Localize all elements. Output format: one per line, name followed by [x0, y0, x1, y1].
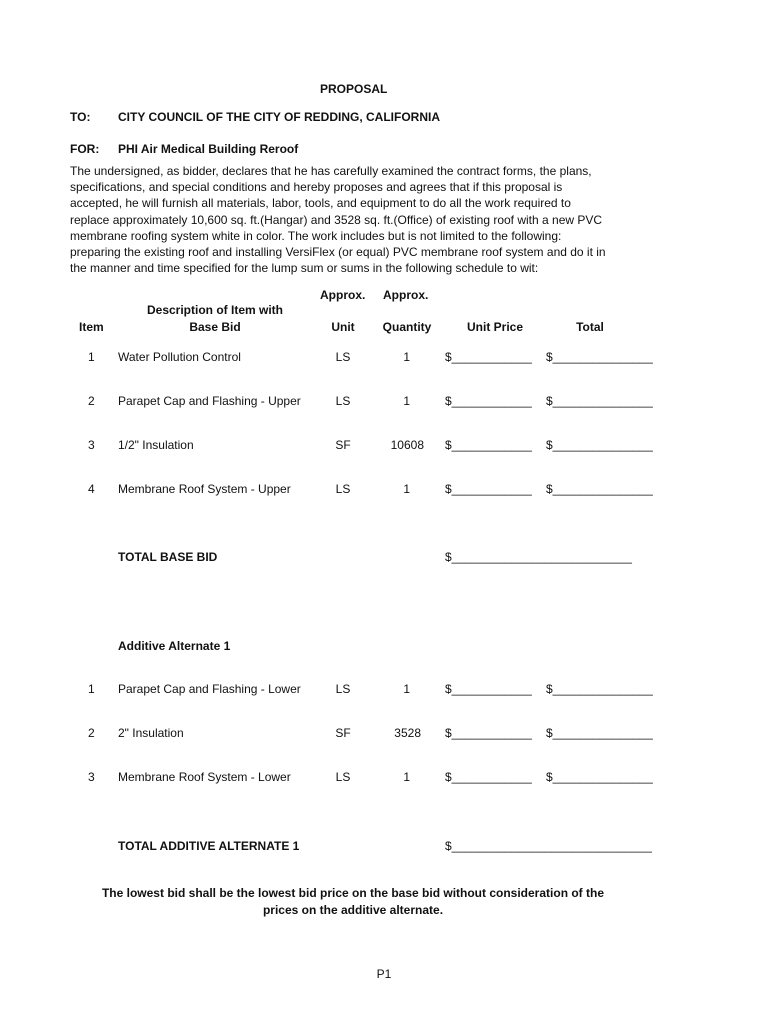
- intro-line: the manner and time specified for the lump sum or sums in the following schedule to wit:: [70, 261, 539, 276]
- total-additive-alternate-blank[interactable]: $______________________________: [445, 839, 652, 853]
- intro-line: preparing the existing roof and installing VersiFlex (or equal) PVC membrane roof system and do it in: [70, 245, 606, 260]
- row-quantity: 1: [403, 350, 410, 364]
- row-unit: LS: [335, 394, 351, 408]
- total-blank[interactable]: $_______________: [546, 682, 653, 696]
- unit-price-blank[interactable]: $____________: [445, 394, 532, 408]
- row-quantity: 1: [403, 482, 410, 496]
- row-item: 3: [88, 438, 95, 452]
- row-unit: SF: [335, 438, 351, 452]
- intro-line: membrane roofing system white in color. The work includes but is not limited to the following:: [70, 228, 562, 243]
- total-blank[interactable]: $_______________: [546, 438, 653, 452]
- additive-alternate-title: Additive Alternate 1: [118, 639, 231, 653]
- row-quantity: 3528: [394, 726, 421, 740]
- row-quantity: 10608: [390, 438, 424, 452]
- to-label: TO:: [70, 110, 91, 124]
- row-item: 2: [88, 726, 95, 740]
- footer-note-line2: prices on the additive alternate.: [262, 903, 444, 917]
- row-item: 3: [88, 770, 95, 784]
- header-unit: Unit: [331, 320, 355, 334]
- unit-price-blank[interactable]: $____________: [445, 682, 532, 696]
- page-number: P1: [376, 967, 392, 981]
- intro-line: specifications, and special conditions and hereby proposes and agrees that if this proposal is: [70, 180, 563, 195]
- row-quantity: 1: [403, 394, 410, 408]
- for-value: PHI Air Medical Building Reroof: [118, 142, 299, 156]
- row-unit: SF: [335, 726, 351, 740]
- row-quantity: 1: [403, 682, 410, 696]
- total-additive-alternate-label: TOTAL ADDITIVE ALTERNATE 1: [118, 839, 300, 853]
- row-description: 2" Insulation: [118, 726, 184, 740]
- total-blank[interactable]: $_______________: [546, 482, 653, 496]
- intro-line: replace approximately 10,600 sq. ft.(Hangar) and 3528 sq. ft.(Office) of existing roof with a new PVC: [70, 212, 603, 227]
- row-unit: LS: [335, 682, 351, 696]
- row-unit: LS: [335, 482, 351, 496]
- total-blank[interactable]: $_______________: [546, 394, 653, 408]
- row-unit: LS: [335, 350, 351, 364]
- unit-price-blank[interactable]: $____________: [445, 726, 532, 740]
- row-description: Membrane Roof System - Upper: [118, 482, 291, 496]
- unit-price-blank[interactable]: $____________: [445, 482, 532, 496]
- row-item: 1: [88, 350, 95, 364]
- intro-line: The undersigned, as bidder, declares that he has carefully examined the contract forms, the plans,: [70, 164, 592, 178]
- header-total: Total: [576, 320, 604, 334]
- header-approx-unit: Approx.: [320, 288, 366, 302]
- header-approx-qty: Approx.: [383, 288, 429, 302]
- for-label: FOR:: [70, 142, 100, 156]
- total-base-bid-blank[interactable]: $___________________________: [445, 550, 632, 564]
- row-item: 4: [88, 482, 95, 496]
- row-description: Parapet Cap and Flashing - Upper: [118, 394, 301, 408]
- intro-paragraph: [70, 163, 650, 276]
- to-value: CITY COUNCIL OF THE CITY OF REDDING, CALIFORNIA: [118, 110, 441, 124]
- header-item: Item: [79, 320, 104, 334]
- page-title: PROPOSAL: [320, 82, 388, 96]
- header-description-line2: Base Bid: [189, 320, 241, 334]
- footer-note-line1: The lowest bid shall be the lowest bid price on the base bid without consideration of the: [101, 886, 605, 900]
- row-item: 2: [88, 394, 95, 408]
- row-item: 1: [88, 682, 95, 696]
- row-description: 1/2" Insulation: [118, 438, 194, 452]
- row-description: Parapet Cap and Flashing - Lower: [118, 682, 301, 696]
- intro-line: accepted, he will furnish all materials, labor, tools, and equipment to do all the work required to: [70, 196, 571, 211]
- header-description-line1: Description of Item with: [146, 303, 283, 317]
- row-quantity: 1: [403, 770, 410, 784]
- unit-price-blank[interactable]: $____________: [445, 350, 532, 364]
- total-blank[interactable]: $_______________: [546, 770, 653, 784]
- row-description: Water Pollution Control: [118, 350, 241, 364]
- header-quantity: Quantity: [382, 320, 432, 334]
- header-unit-price: Unit Price: [466, 320, 523, 334]
- total-blank[interactable]: $_______________: [546, 350, 653, 364]
- row-description: Membrane Roof System - Lower: [118, 770, 291, 784]
- total-base-bid-label: TOTAL BASE BID: [118, 550, 218, 564]
- unit-price-blank[interactable]: $____________: [445, 770, 532, 784]
- total-blank[interactable]: $_______________: [546, 726, 653, 740]
- unit-price-blank[interactable]: $____________: [445, 438, 532, 452]
- row-unit: LS: [335, 770, 351, 784]
